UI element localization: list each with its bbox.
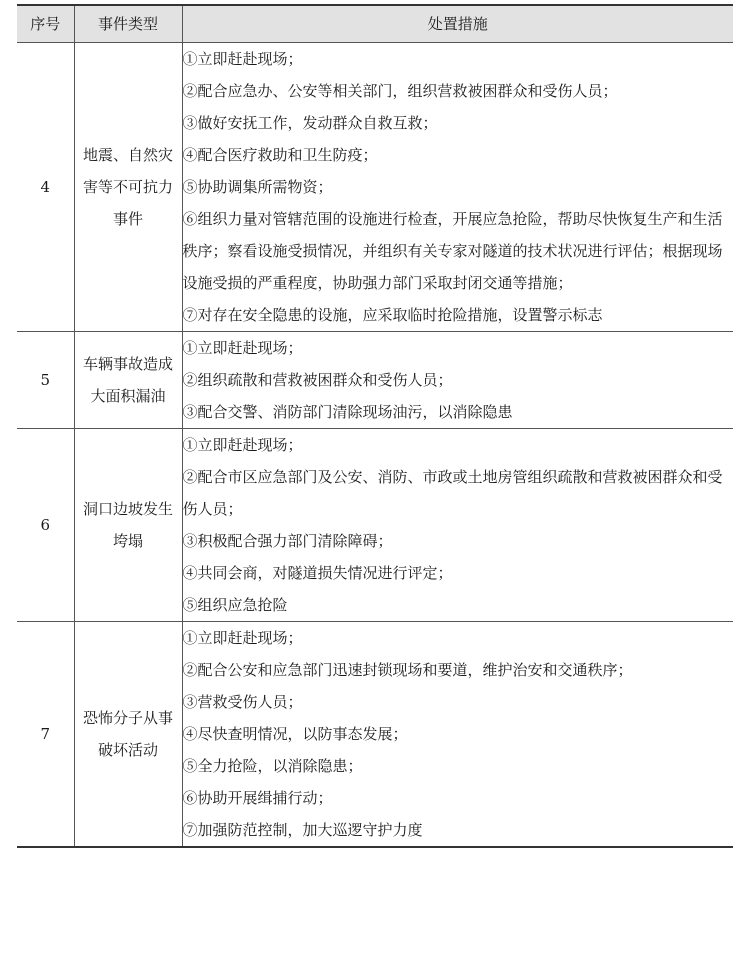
measure-item: ⑦加强防范控制，加大巡逻守护力度	[182, 821, 423, 839]
row-event-type	[74, 429, 182, 622]
measure-item: ⑤协助调集所需物资；	[182, 178, 333, 196]
row-serial-number: 5	[17, 332, 74, 429]
measure-item: ①立即赶赴现场；	[182, 436, 303, 454]
measure-item: ④共同会商，对隧道损失情况进行评定；	[182, 564, 453, 582]
table-row	[17, 622, 733, 848]
table-row	[17, 429, 733, 622]
row-event-type	[74, 43, 182, 332]
measure-item: ⑥协助开展缉捕行动；	[182, 789, 333, 807]
header-serial-number: 序号	[17, 5, 74, 43]
measures-table	[17, 4, 733, 848]
measure-item: ②配合应急办、公安等相关部门，组织营救被困群众和受伤人员；	[182, 82, 618, 100]
event-type-text: 洞口边坡发生垮塌	[82, 500, 173, 550]
measure-item: ①立即赶赴现场；	[182, 629, 303, 647]
measure-item: ⑤组织应急抢险	[182, 596, 288, 614]
measure-item: ③配合交警、消防部门清除现场油污，以消除隐患	[182, 403, 513, 421]
measure-item: ③营救受伤人员；	[182, 693, 303, 711]
table-row	[17, 332, 733, 429]
event-type-text: 车辆事故造成大面积漏油	[82, 355, 173, 405]
event-type-text: 地震、自然灾害等不可抗力事件	[82, 146, 173, 228]
header-measures: 处置措施	[182, 5, 733, 43]
measure-item: ②配合市区应急部门及公安、消防、市政或土地房管组织疏散和营救被困群众和受伤人员；	[182, 468, 723, 518]
measure-item: ⑦对存在安全隐患的设施，应采取临时抢险措施，设置警示标志	[182, 306, 603, 324]
header-row	[17, 5, 733, 43]
measure-item: ⑥组织力量对管辖范围的设施进行检查，开展应急抢险，帮助尽快恢复生产和生活秩序；察看设施受损情况，并组织有关专家对隧道的技术状况进行评估；根据现场设施受损的严重程度，协助强力部门采取封闭交通等措施；	[182, 210, 723, 292]
header-event-type: 事件类型	[74, 5, 182, 43]
measure-item: ③做好安抚工作，发动群众自救互救；	[182, 114, 438, 132]
row-event-type	[74, 622, 182, 848]
row-serial-number: 4	[17, 43, 74, 332]
row-serial-number: 7	[17, 622, 74, 848]
measure-item: ⑤全力抢险，以消除隐患；	[182, 757, 363, 775]
row-measures	[182, 332, 733, 429]
measure-item: ③积极配合强力部门清除障碍；	[182, 532, 393, 550]
row-measures	[182, 429, 733, 622]
measure-item: ①立即赶赴现场；	[182, 339, 303, 357]
measure-item: ④尽快查明情况，以防事态发展；	[182, 725, 408, 743]
event-type-text: 恐怖分子从事破坏活动	[82, 709, 173, 759]
row-serial-number: 6	[17, 429, 74, 622]
measure-item: ④配合医疗救助和卫生防疫；	[182, 146, 378, 164]
table-row	[17, 43, 733, 332]
measure-item: ①立即赶赴现场；	[182, 50, 303, 68]
row-measures	[182, 43, 733, 332]
measure-item: ②组织疏散和营救被困群众和受伤人员；	[182, 371, 453, 389]
row-measures	[182, 622, 733, 848]
row-event-type	[74, 332, 182, 429]
measure-item: ②配合公安和应急部门迅速封锁现场和要道，维护治安和交通秩序；	[182, 661, 633, 679]
